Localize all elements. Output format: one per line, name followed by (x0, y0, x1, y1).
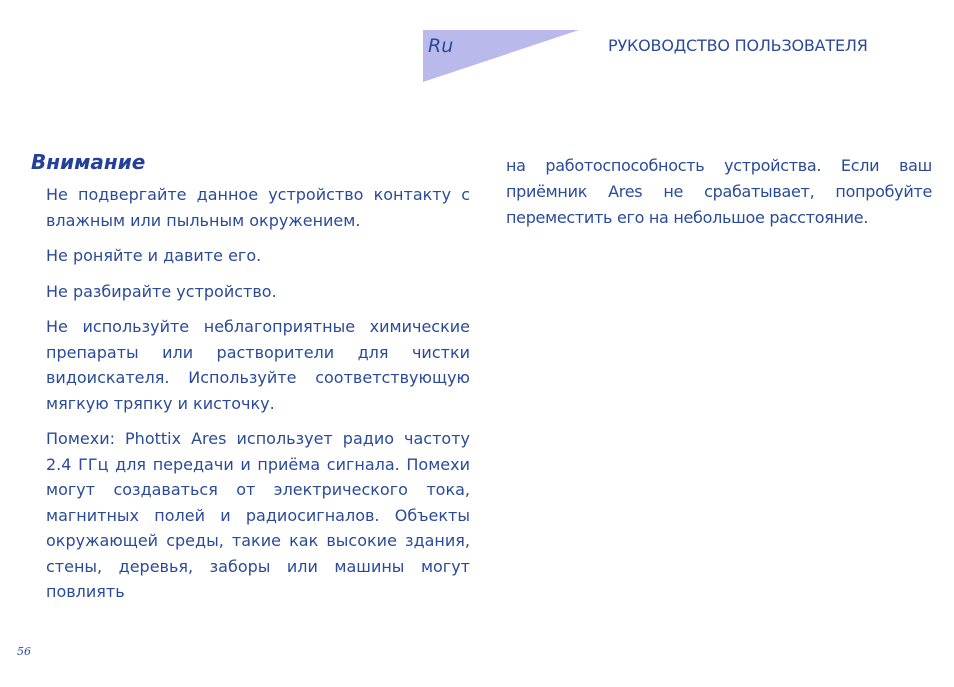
paragraph: Не подвергайте данное устройство контакту с влажным или пыльным окружением. (46, 185, 470, 230)
paragraph: Не разбирайте устройство. (46, 281, 277, 301)
language-tab (423, 30, 579, 82)
page-number: 56 (17, 645, 31, 658)
paragraph: на работоспособность устройства. Если ваш приёмник Ares не срабатывает, попробуйте переместить его на небольшое расстояние. (506, 156, 932, 227)
section-title: Внимание (31, 150, 146, 174)
paragraph: Не используйте неблагоприятные химические препараты или растворители для чистки видоискателя. Используйте соответствующую мягкую тряпку и кисточку. (46, 317, 470, 413)
right-column (506, 153, 932, 241)
paragraph: Не роняйте и давите его. (46, 246, 262, 265)
language-label: Ru (428, 35, 454, 57)
left-column (46, 182, 470, 615)
manual-title: РУКОВОДСТВО ПОЛЬЗОВАТЕЛЯ (608, 36, 868, 55)
paragraph: Помехи: Phottix Ares использует радио частоту 2.4 ГГц для передачи и приёма сигнала. Помехи могут создаваться от электрического тока, магнитных полей и радиосигналов. Объекты окружающей среды, такие как высокие здания, стены, деревья, заборы или машины могут повлиять (46, 429, 470, 601)
